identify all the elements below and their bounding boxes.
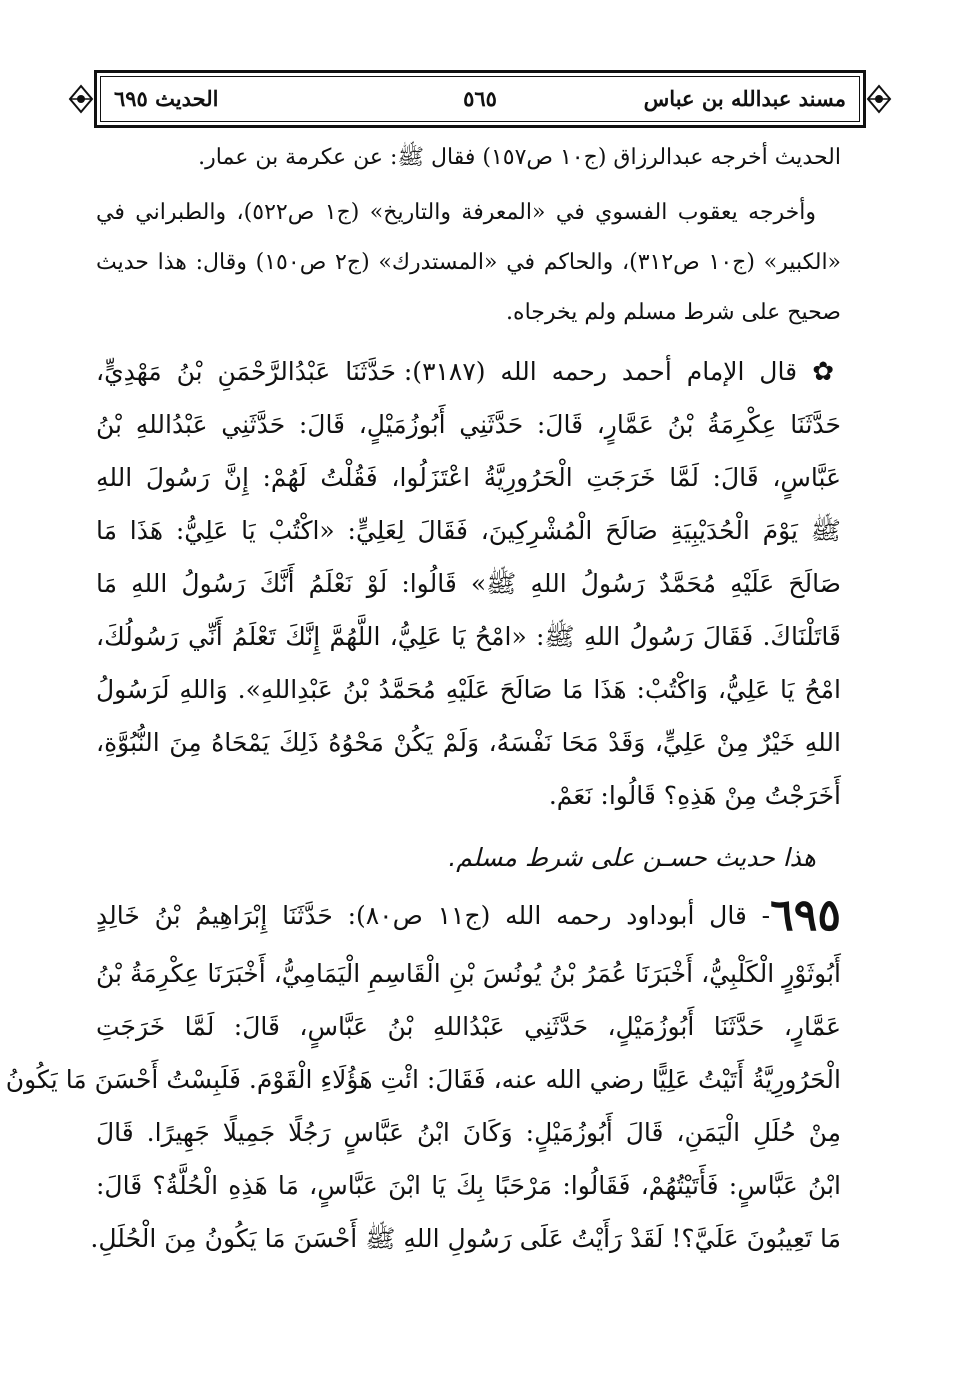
text-line: «الكبير» (ج١٠ ص٣١٢)، والحاكم في «المستدرك» (ج٢ ص١٥٠) وقال: هذا حديث — [96, 250, 842, 275]
page-header — [70, 70, 890, 128]
text-segment: قال الإمام أحمد رحمه الله (٣١٨٧): حَدَّثَنَا عَبْدُالرَّحْمَنِ بْنُ مَهْدِيٍّ، — [96, 357, 798, 386]
text-line: اللهِ خَيْرٌ مِنْ عَلِيٍّ، وَقَدْ مَحَا نَفْسَهُ، وَلَمْ يَكُنْ مَحْوُهُ ذَلِكَ يَمْحَاهُ مِنَ النُّبُوَّةِ، — [96, 728, 841, 757]
hadith-number: ٦٩٥ — [770, 890, 842, 941]
text-line: ابْنُ عَبَّاسٍ: فَأَتَيْتُهُمْ، فَقَالُوا: مَرْحَبًا بِكَ يَا ابْنَ عَبَّاسٍ، مَا هَذِهِ الْحُلَّةُ؟ قَالَ: — [96, 1171, 841, 1200]
text-line: صَالَحَ عَلَيْهِ مُحَمَّدٌ رَسُولُ اللهِ ﷺ» قَالُوا: لَوْ نَعْلَمُ أَنَّكَ رَسُولُ اللهِ مَا — [96, 569, 841, 598]
flower-ornament-icon: ✿ — [797, 357, 841, 387]
text-line: قَاتَلْنَاكَ. فَقَالَ رَسُولُ اللهِ ﷺ: «امْحُ يَا عَلِيُّ، اللَّهُمَّ إِنَّكَ تَعْلَمُ أَنِّي رَسُولُكَ، — [96, 622, 841, 651]
text-line: ﷺ يَوْمَ الْحُدَيْبِيَةِ صَالَحَ الْمُشْرِكِينَ، فَقَالَ لِعَلِيٍّ: «اكْتُبْ يَا عَلِيُّ: هَذَا مَا — [96, 516, 841, 545]
text-line — [96, 890, 842, 941]
text-line — [96, 352, 841, 392]
text-line: حَدَّثَنَا عِكْرِمَةُ بْنُ عَمَّارٍ، قَالَ: حَدَّثَنِي أَبُوزُمَيْلٍ، قَالَ: حَدَّثَنِي عَبْدُاللهِ بْنُ — [96, 410, 841, 439]
text-line: أَخَرَجْتُ مِنْ هَذِهِ؟ قَالُوا: نَعَمْ. — [548, 781, 841, 810]
hadith-label: الحديث ٦٩٥ — [114, 86, 219, 111]
text-line: الحديث أخرجه عبدالرزاق (ج١٠ ص١٥٧) فقال ﷺ: عن عكرمة بن عمار. — [198, 145, 841, 170]
page-number: ٥٦٥ — [463, 86, 497, 111]
text-line: وأخرجه يعقوب الفسوي في «المعرفة والتاريخ» (ج١ ص٥٢٢)، والطبراني في — [96, 200, 817, 225]
text-line: امْحُ يَا عَلِيُّ، وَاكْتُبْ: هَذَا مَا صَالَحَ عَلَيْهِ مُحَمَّدُ بْنُ عَبْدِاللهِ». وَاللهِ لَرَسُولُ — [96, 675, 841, 704]
text-line: الْحَرُورِيَّةُ أَتَيْتُ عَلِيًّا رضي الله عنه، فَقَالَ: ائْتِ هَؤُلَاءِ الْقَوْمَ. فَلَبِسْتُ أَحْسَنَ مَا يَكُونُ — [5, 1065, 841, 1094]
text-line: عَبَّاسٍ، قَالَ: لَمَّا خَرَجَتِ الْحَرُورِيَّةُ اعْتَزَلُوا، فَقُلْتُ لَهُمْ: إِنَّ رَسُولَ اللهِ — [96, 463, 841, 492]
text-line: مَا تَعِيبُونَ عَلَيَّ؟! لَقَدْ رَأَيْتُ عَلَى رَسُولِ اللهِ ﷺ أَحْسَنَ مَا يَكُونُ مِنَ الْحُلَلِ. — [90, 1224, 841, 1253]
book-section-title: مسند عبدالله بن عباس — [643, 86, 846, 111]
text-line: صحيح على شرط مسلم ولم يخرجاه. — [506, 300, 841, 325]
handwritten-note: هذا حديث حسـن على شرط مسلم. — [448, 843, 816, 872]
text-segment: - قال أبوداود رحمه الله (ج١١ ص٨٠): حَدَّثَنَا إِبْرَاهِيمُ بْنُ خَالِدٍ — [96, 901, 771, 930]
text-line: عَمَّارٍ، حَدَّثَنَا أَبُوزُمَيْلٍ، حَدَّثَنِي عَبْدُاللهِ بْنُ عَبَّاسٍ، قَالَ: لَمَّا خَرَجَتِ — [96, 1012, 841, 1041]
text-line: أَبُوثَوْرٍ الْكَلْبِيُّ، أَخْبَرَنَا عُمَرُ بْنُ يُونُسَ بْنِ الْقَاسِمِ الْيَمَامِيُّ، أَخْبَرَنَا عِكْرِمَةُ بْنُ — [96, 959, 841, 988]
text-line: مِنْ حُلَلِ الْيَمَنِ، قَالَ أَبُوزُمَيْلٍ: وَكَانَ ابْنُ عَبَّاسٍ رَجُلًا جَمِيلًا جَهِيرًا. قَالَ — [96, 1118, 841, 1147]
